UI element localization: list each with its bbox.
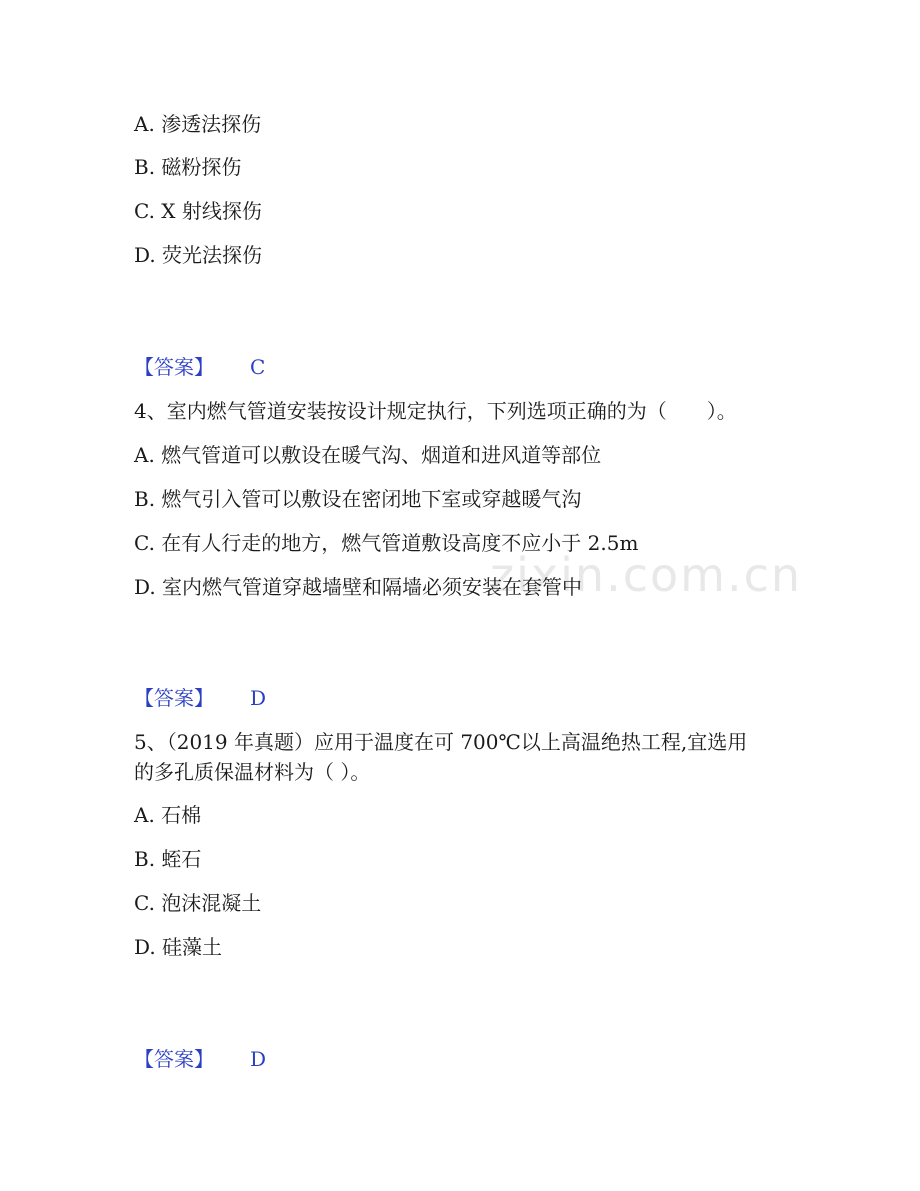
watermark: zixin.com.cn	[490, 548, 803, 602]
q5-option-c: C. 泡沫混凝土	[134, 891, 262, 915]
answer-value: D	[250, 1047, 267, 1071]
q3-option-a: A. 渗透法探伤	[134, 112, 262, 136]
q4-option-b: B. 燃气引入管可以敷设在密闭地下室或穿越暖气沟	[134, 487, 582, 511]
q4-stem: 4、室内燃气管道安装按设计规定执行，下列选项正确的为（ ）。	[134, 399, 737, 423]
answer-label: 【答案】	[134, 355, 214, 379]
q5-option-a: A. 石棉	[134, 803, 202, 827]
q3-option-b: B. 磁粉探伤	[134, 155, 242, 179]
q3-answer	[134, 353, 265, 381]
q4-option-c: C. 在有人行走的地方，燃气管道敷设高度不应小于 2.5m	[134, 531, 639, 555]
q5-option-b: B. 蛭石	[134, 847, 202, 871]
q3-option-c: C. X 射线探伤	[134, 199, 262, 223]
answer-value: C	[250, 355, 266, 379]
answer-label: 【答案】	[134, 686, 214, 710]
q4-option-a: A. 燃气管道可以敷设在暖气沟、烟道和进风道等部位	[134, 443, 602, 467]
q5-stem-line2: 的多孔质保温材料为（ ）。	[134, 760, 371, 784]
q5-option-d: D. 硅藻土	[134, 935, 223, 959]
q3-option-d: D. 荧光法探伤	[134, 243, 263, 267]
answer-value: D	[250, 686, 267, 710]
q4-option-d: D. 室内燃气管道穿越墙壁和隔墙必须安装在套管中	[134, 575, 583, 599]
q5-stem-line1: 5、（2019 年真题）应用于温度在可 700℃以上高温绝热工程,宜选用	[134, 730, 748, 754]
q4-answer	[134, 684, 266, 712]
answer-label: 【答案】	[134, 1047, 214, 1071]
q5-answer	[134, 1045, 266, 1073]
